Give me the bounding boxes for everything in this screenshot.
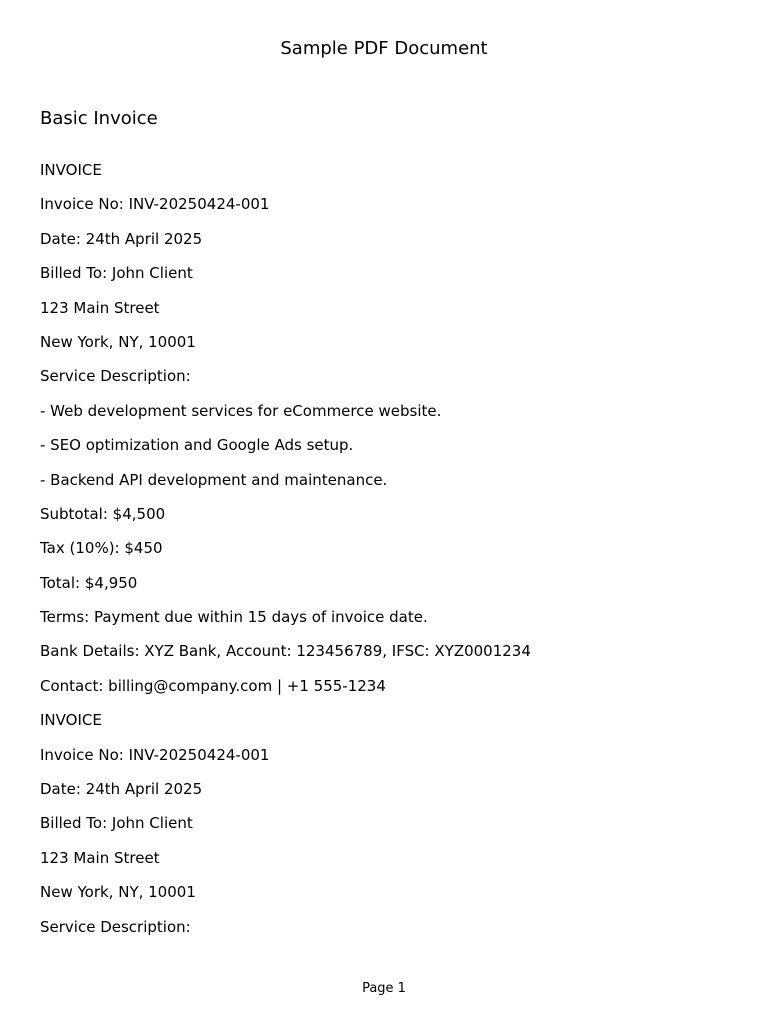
invoice-line: 123 Main Street: [40, 298, 160, 317]
invoice-line: Invoice No: INV-20250424-001: [40, 745, 270, 764]
invoice-line: Service Description:: [40, 367, 191, 386]
invoice-line: Date: 24th April 2025: [40, 780, 203, 799]
invoice-line: - SEO optimization and Google Ads setup.: [40, 436, 354, 455]
invoice-line: 123 Main Street: [40, 848, 160, 867]
invoice-line: Terms: Payment due within 15 days of invoice date.: [40, 608, 428, 627]
invoice-line: Date: 24th April 2025: [40, 229, 203, 248]
invoice-line: New York, NY, 10001: [40, 883, 196, 902]
invoice-line: Service Description:: [40, 917, 191, 936]
page-number: Page 1: [362, 981, 406, 996]
invoice-line: Billed To: John Client: [40, 814, 193, 833]
invoice-line: Bank Details: XYZ Bank, Account: 123456789, IFSC: XYZ0001234: [40, 642, 531, 661]
invoice-line: Invoice No: INV-20250424-001: [40, 195, 270, 214]
invoice-line: Contact: billing@company.com | +1 555-1234: [40, 676, 386, 695]
invoice-line: INVOICE: [40, 711, 102, 730]
invoice-line: - Web development services for eCommerce website.: [40, 401, 442, 420]
invoice-line: Subtotal: $4,500: [40, 504, 166, 523]
invoice-line: Tax (10%): $450: [40, 539, 163, 558]
invoice-line: Total: $4,950: [40, 573, 138, 592]
invoice-line: INVOICE: [40, 161, 102, 179]
invoice-line: - Backend API development and maintenance.: [40, 470, 388, 489]
invoice-line: Billed To: John Client: [40, 264, 193, 283]
invoice-line: New York, NY, 10001: [40, 332, 196, 351]
invoice-lines: [40, 160, 531, 951]
document-title: Sample PDF Document: [280, 38, 488, 59]
section-heading: Basic Invoice: [40, 108, 158, 129]
